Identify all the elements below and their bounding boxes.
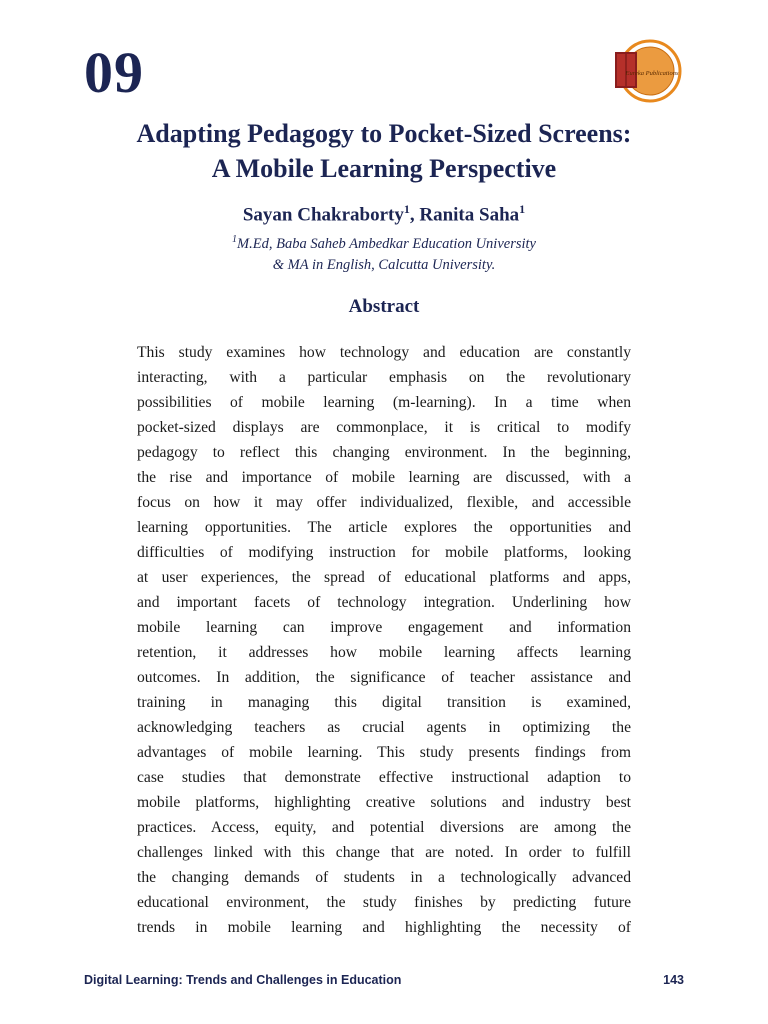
- abstract-line: the rise and importance of mobile learning are discussed, with a: [137, 469, 631, 486]
- abstract-line: mobile learning can improve engagement and information: [137, 619, 631, 636]
- abstract-heading: Abstract: [348, 296, 420, 317]
- footer-book-title: Digital Learning: Trends and Challenges in Education: [84, 973, 402, 987]
- abstract-line: possibilities of mobile learning (m-learning). In a time when: [137, 394, 631, 411]
- author-name: Ranita Saha: [419, 204, 520, 226]
- abstract-line: learning opportunities. The article explores the opportunities and: [137, 519, 631, 536]
- abstract-line: focus on how it may offer individualized, flexible, and accessible: [137, 494, 631, 511]
- author-affil-mark: 1: [403, 202, 410, 216]
- abstract-line: pedagogy to reflect this changing environment. In the beginning,: [137, 444, 631, 461]
- logo-text: Eureka Publications: [625, 70, 679, 77]
- abstract-line: retention, it addresses how mobile learning affects learning: [137, 644, 631, 661]
- abstract-line: training in managing this digital transition is examined,: [137, 694, 631, 711]
- abstract-line: mobile platforms, highlighting creative solutions and industry best: [137, 794, 631, 811]
- abstract-line: outcomes. In addition, the significance of teacher assistance and: [137, 669, 631, 686]
- paper-title-line-1: Adapting Pedagogy to Pocket-Sized Screens:: [136, 119, 632, 148]
- abstract-line: case studies that demonstrate effective instructional adaption to: [137, 769, 631, 786]
- abstract-line: practices. Access, equity, and potential diversions are among the: [137, 819, 631, 836]
- abstract-line: acknowledging teachers as crucial agents in optimizing the: [137, 719, 631, 736]
- abstract-line: and important facets of technology integration. Underlining how: [137, 594, 631, 611]
- abstract-line: pocket-sized displays are commonplace, it is critical to modify: [137, 419, 631, 436]
- affiliation-line-2: & MA in English, Calcutta University.: [272, 257, 496, 273]
- affiliation-mark: 1: [232, 234, 238, 245]
- affiliation-line-1: [0, 234, 768, 253]
- abstract-line: the changing demands of students in a technologically advanced: [137, 869, 631, 886]
- abstract-line: educational environment, the study finishes by predicting future: [137, 894, 631, 911]
- footer-page-number: 143: [663, 973, 684, 987]
- abstract-line: interacting, with a particular emphasis on the revolutionary: [137, 369, 631, 386]
- abstract-line: challenges linked with this change that are noted. In order to fulfill: [137, 844, 631, 861]
- author-separator: ,: [409, 204, 420, 226]
- affiliation-text: M.Ed, Baba Saheb Ambedkar Education University: [237, 235, 536, 252]
- abstract-body: [137, 340, 631, 940]
- publisher-logo: [606, 38, 686, 104]
- author-list: [0, 202, 768, 226]
- abstract-line: at user experiences, the spread of educational platforms and apps,: [137, 569, 631, 586]
- author-affil-mark: 1: [519, 202, 526, 216]
- abstract-line: This study examines how technology and education are constantly: [137, 344, 631, 361]
- paper-title-line-2: A Mobile Learning Perspective: [211, 154, 557, 183]
- abstract-line: difficulties of modifying instruction for mobile platforms, looking: [137, 544, 631, 561]
- chapter-number: 09: [84, 40, 144, 105]
- abstract-line: trends in mobile learning and highlighting the necessity of: [137, 919, 631, 936]
- abstract-line: advantages of mobile learning. This study presents findings from: [137, 744, 631, 761]
- author-name: Sayan Chakraborty: [242, 204, 404, 226]
